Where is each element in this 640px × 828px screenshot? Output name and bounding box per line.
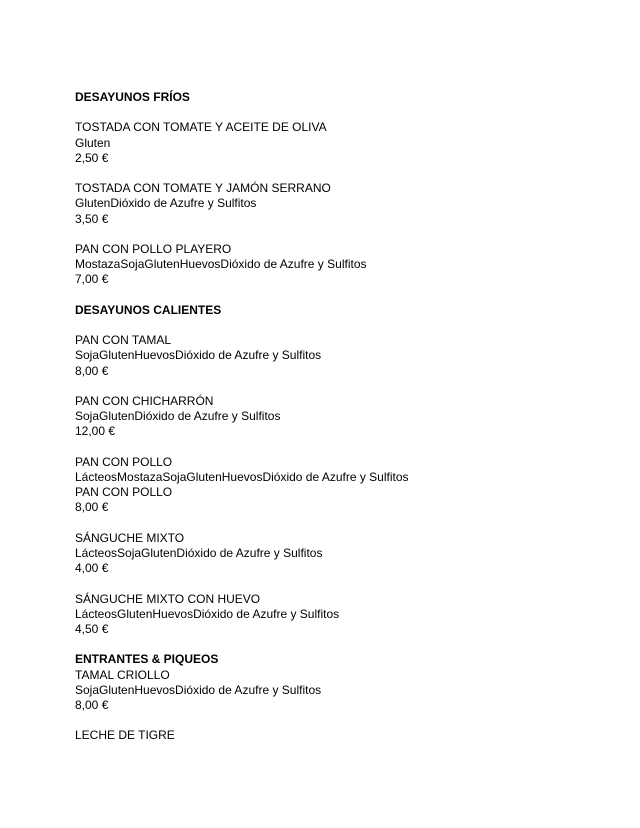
menu-item	[75, 181, 615, 227]
item-name: SÁNGUCHE MIXTO	[75, 530, 185, 545]
item-name: TOSTADA CON TOMATE Y ACEITE DE OLIVA	[75, 120, 327, 135]
menu-item	[75, 120, 615, 166]
menu-item	[75, 592, 615, 638]
item-allergens: SojaGlutenDióxido de Azufre y Sulfitos	[75, 409, 281, 424]
item-allergens: SojaGlutenHuevosDióxido de Azufre y Sulfitos	[75, 682, 322, 697]
item-name: TOSTADA CON TOMATE Y JAMÓN SERRANO	[75, 181, 331, 196]
item-name: PAN CON POLLO	[75, 454, 173, 469]
item-price: 4,00 €	[75, 561, 109, 576]
item-name: SÁNGUCHE MIXTO CON HUEVO	[75, 591, 261, 606]
item-price: 8,00 €	[75, 500, 109, 515]
menu-item	[75, 333, 615, 379]
item-name: LECHE DE TIGRE	[75, 728, 175, 743]
menu-item	[75, 728, 615, 743]
item-allergens: MostazaSojaGlutenHuevosDióxido de Azufre y Sulfitos	[75, 257, 367, 272]
item-name: PAN CON CHICHARRÓN	[75, 393, 214, 408]
menu-document	[75, 90, 615, 744]
item-allergens: LácteosMostazaSojaGlutenHuevosDióxido de Azufre y Sulfitos	[75, 469, 409, 484]
section-title: ENTRANTES & PIQUEOS	[75, 652, 219, 667]
item-allergens: SojaGlutenHuevosDióxido de Azufre y Sulfitos	[75, 348, 322, 363]
section-title: DESAYUNOS CALIENTES	[75, 302, 222, 317]
item-name: PAN CON POLLO PLAYERO	[75, 241, 232, 256]
item-price: 4,50 €	[75, 621, 109, 636]
item-price: 8,00 €	[75, 363, 109, 378]
item-price: 12,00 €	[75, 424, 116, 439]
section-title: DESAYUNOS FRÍOS	[75, 90, 190, 104]
item-name: PAN CON TAMAL	[75, 333, 172, 348]
menu-item	[75, 394, 615, 440]
item-extra: PAN CON POLLO	[75, 485, 173, 500]
item-price: 3,50 €	[75, 211, 109, 226]
menu-item	[75, 668, 615, 714]
item-allergens: LácteosGlutenHuevosDióxido de Azufre y Sulfitos	[75, 606, 340, 621]
item-allergens: Gluten	[75, 135, 111, 150]
item-price: 8,00 €	[75, 697, 109, 712]
menu-item	[75, 242, 615, 288]
item-name: TAMAL CRIOLLO	[75, 667, 170, 682]
item-price: 7,00 €	[75, 272, 109, 287]
item-allergens: GlutenDióxido de Azufre y Sulfitos	[75, 196, 257, 211]
item-allergens: LácteosSojaGlutenDióxido de Azufre y Sulfitos	[75, 545, 323, 560]
menu-item	[75, 455, 615, 516]
menu-item	[75, 531, 615, 577]
item-price: 2,50 €	[75, 150, 109, 165]
